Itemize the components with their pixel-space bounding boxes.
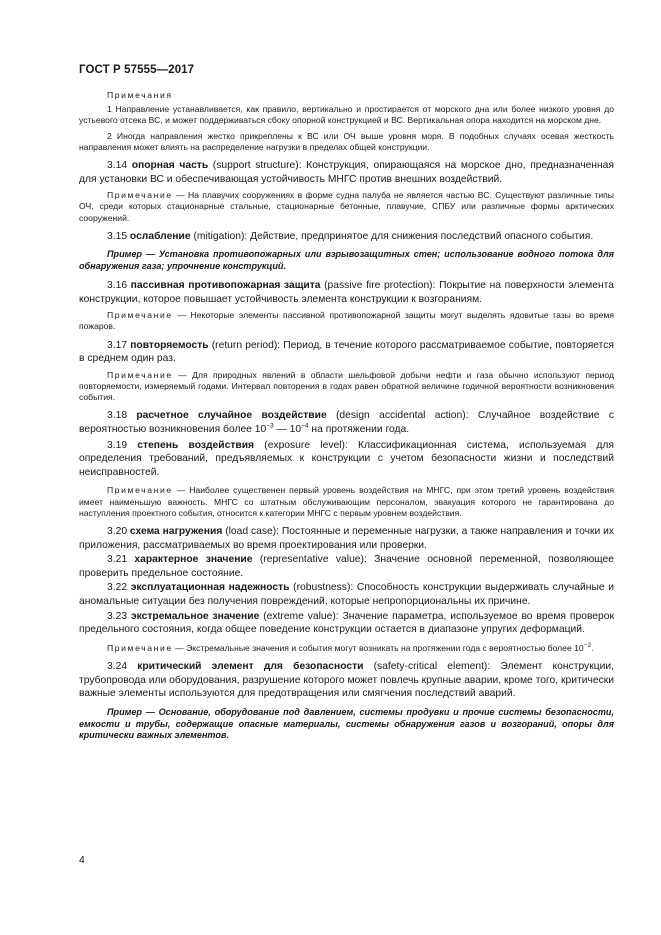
term-name: экстремальное значение — [130, 610, 260, 622]
note-label: Примечание — [107, 310, 173, 321]
note-text: — Для природных явлений в области шельфовой добычи нефти и газа обычно используют период повторяемости, измеряемый годами. Интервал повторения в годах равен обратной величине годичной вероятности возникновения события. — [79, 369, 614, 403]
note-label: Примечание — [107, 190, 173, 201]
note-text: — Экстремальные значения и события могут возникать на протяжении года с вероятностью более 10 — [172, 642, 584, 653]
term-3-14 — [79, 159, 614, 186]
note-3-17 — [79, 370, 614, 404]
note-end: . — [591, 642, 594, 653]
note-3-19 — [79, 485, 614, 519]
term-number: 3.18 — [107, 410, 128, 422]
term-3-18 — [79, 409, 614, 436]
term-name: степень воздействия — [137, 439, 255, 451]
term-definition: (robustness): Способность конструкции выдерживать случайные и аномальные ситуации без получения повреждений, которые непропорциональны их причине. — [79, 582, 614, 607]
term-definition: (mitigation): Действие, предпринятое для снижения последствий опасного события. — [190, 230, 594, 242]
term-3-23 — [79, 610, 614, 637]
term-3-16 — [79, 279, 614, 306]
notes-heading: Примечания — [107, 90, 173, 100]
term-definition: (return period): Период, в течение которого рассматриваемое событие, повторяется в среднем один раз. — [79, 339, 614, 365]
term-number: 3.16 — [107, 280, 128, 291]
page-content — [79, 90, 614, 742]
note-text: — Наиболее существенен первый уровень воздействия на МНГС, при этом третий уровень воздействия имеет наименьшую важность. МНГС со штатным обслуживающим персоналом, эвакуация которого не гарантирована до наступления проектного события, относится к категории МНГС с первым уровнем воздействия. — [79, 485, 614, 518]
term-3-15 — [79, 230, 614, 244]
term-3-19 — [79, 439, 614, 480]
term-number: 3.14 — [107, 160, 128, 172]
term-name: опорная часть — [131, 160, 209, 172]
term-name: схема нагружения — [129, 525, 223, 537]
note-2: 2 Иногда направления жестко прикреплены к ВС или ОЧ выше уровня моря. В подобных случаях осевая жесткость направления может влиять на распределение нагрузки в пределах общей конструкции. — [79, 130, 614, 152]
example-3-24: Пример — Основание, оборудование под давлением, системы продувки и прочие системы безопасности, емкости и трубы, содержащие опасные материалы, системы обнаружения газов и возгораний, опоры для критически важных элементов. — [79, 706, 614, 741]
term-definition: (load case): Постоянные и переменные нагрузки, а также направления и точки их приложения, рассматриваемых во время проектирования или проверки. — [79, 525, 614, 551]
term-number: 3.17 — [107, 339, 128, 351]
term-name: характерное значение — [134, 554, 253, 566]
note-text: — На плавучих сооружениях в форме судна палуба не является частью ВС. Существуют различные типы ОЧ, среди которых стационарные стальные, стационарные бетонные, плавучие, СПБУ или различные формы арктических сооружений. — [79, 190, 614, 223]
note-text: — Некоторые элементы пассивной противопожарной защиты могут выделять ядовитые газы во время пожаров. — [79, 310, 614, 332]
term-name: эксплуатационная надежность — [130, 582, 290, 594]
term-definition: (extreme value): Значение параметра, используемое во время проверок предельного состояния, когда общее поведение конструкции остается в диапазоне упругих деформаций. — [79, 610, 614, 636]
term-number: 3.19 — [107, 439, 128, 451]
exponent: −3 — [266, 422, 274, 430]
example-3-15: Пример — Установка противопожарных или взрывозащитных стен; использование водного потока для обнаружения газа; упрочнение конструкций. — [79, 249, 614, 272]
term-3-21 — [79, 553, 614, 580]
note-3-16 — [79, 310, 614, 332]
term-number: 3.23 — [107, 610, 128, 622]
note-1: 1 Направление устанавливается, как правило, вертикально и простирается от морского дна или более низкого уровня до устьевого отсека ВС, и может поддерживаться сбоку опорной конструкцией и ВС. Вертикальная опора находится на морском дне. — [79, 104, 614, 126]
term-name: расчетное случайное воздействие — [136, 410, 327, 422]
note-label: Примечание — [107, 485, 173, 496]
term-name: пассивная противопожарная защита — [130, 280, 321, 291]
term-definition-a: (design accidental action): Случайное воздействие с вероятностью возникновения более 10 — [79, 410, 614, 435]
document-header: ГОСТ Р 57555—2017 — [79, 64, 195, 76]
term-number: 3.22 — [107, 582, 128, 594]
term-definition: (passive fire protection): Покрытие на поверхности элемента конструкции, которое повышает устойчивость элемента конструкции к возгораниям. — [79, 280, 614, 305]
term-definition: (support structure): Конструкция, опирающаяся на морское дно, предназначенная для установки ВС и обеспечивающая устойчивость МНГС против внешних воздействий. — [79, 160, 614, 185]
term-number: 3.15 — [107, 230, 128, 242]
note-label: Примечание — [107, 642, 173, 653]
term-definition: (exposure level): Классификационная система, используемая для определения требований, предъявляемых к конструкции с учетом безопасности жизни и последствий неисправностей. — [79, 439, 614, 478]
term-name: повторяемость — [130, 339, 209, 351]
term-3-24 — [79, 660, 614, 701]
exponent: −4 — [301, 422, 309, 430]
term-number: 3.21 — [107, 554, 128, 566]
term-name: ослабление — [129, 230, 191, 242]
note-3-14 — [79, 190, 614, 224]
term-definition: (safety-critical element): Элемент конструкции, трубопровода или оборудования, разрушение которого может повлечь крупные аварии, кроме того, критически важные элементы используются для предотвращения или смягчения последствий аварий. — [79, 660, 614, 700]
term-3-17 — [79, 339, 614, 366]
term-number: 3.24 — [107, 660, 128, 672]
term-number: 3.20 — [107, 525, 128, 537]
exponent: −2 — [583, 641, 592, 649]
page-number: 4 — [79, 854, 85, 866]
term-name: критический элемент для безопасности — [137, 660, 364, 672]
term-definition-c: на протяжении года. — [308, 423, 410, 435]
term-3-22 — [79, 581, 614, 608]
term-definition: (representative value): Значение основной переменной, позволяющее проверить предельное состояние. — [79, 554, 614, 579]
term-3-20 — [79, 525, 614, 552]
term-definition-b: — 10 — [273, 423, 302, 435]
note-3-23 — [79, 643, 614, 654]
note-label: Примечание — [107, 369, 173, 380]
